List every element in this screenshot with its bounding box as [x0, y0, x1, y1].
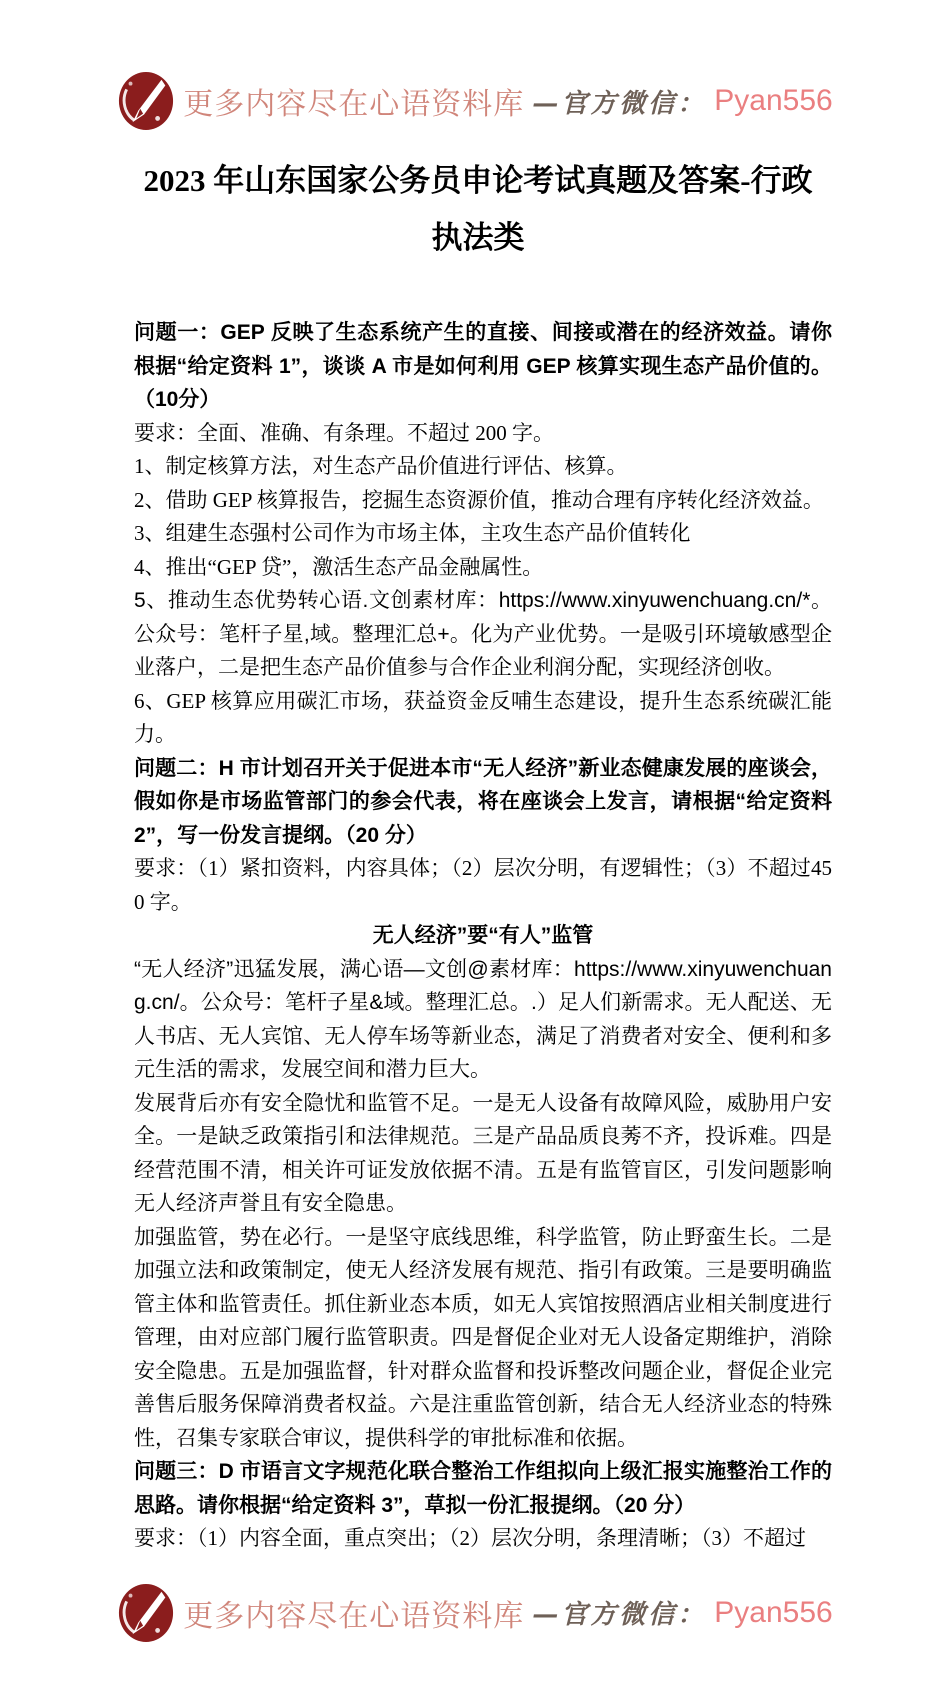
- document-body: [134, 316, 832, 1556]
- answer-point-4: 4、推出“GEP 贷”，激活生态产品金融属性。: [134, 554, 544, 579]
- header-watermark: [0, 0, 950, 136]
- answer-point-6: 6、GEP 核算应用碳汇市场，获益资金反哺生态建设，提升生态系统碳汇能力。: [134, 688, 832, 746]
- speech-paragraph-3: 加强监管，势在必行。一是坚守底线思维，科学监管，防止野蛮生长。二是加强立法和政策制定，使无人经济发展有规范、指引有政策。三是要明确监管主体和监管责任。抓住新业态本质，如无人宾馆按照酒店业相关制度进行管理，由对应部门履行监管职责。四是督促企业对无人设备定期维护，消除安全隐患。五是加强监督，针对群众监督和投诉整改问题企业，督促企业完善售后服务保障消费者权益。六是注重监管创新，结合无人经济业态的特殊性，召集专家联合审议，提供科学的审批标准和依据。: [134, 1224, 832, 1450]
- watermark-wechat-label: —官方微信：: [532, 1600, 707, 1630]
- page-title: 2023 年山东国家公务员申论考试真题及答案-行政执法类: [143, 163, 813, 255]
- watermark-wechat-label: —官方微信：: [532, 88, 707, 119]
- speech-paragraph-1: “无人经济”迅猛发展，满心语—文创@素材库：https://www.xinyuwenchuang.cn/。公众号：笔杆子星&域。整理汇总。.）足人们新需求。无人配送、无人书店、无人宾馆、无人停车场等新业态，满足了消费者对安全、便利和多元生活的需求，发展空间和潜力巨大。: [134, 957, 832, 1081]
- watermark-wechat-id: Pyan556: [714, 1595, 833, 1629]
- brand-pen-logo-icon: [117, 1582, 175, 1644]
- question-2-requirements: 要求：（1）紧扣资料，内容具体；（2）层次分明，有逻辑性；（3）不超过450 字。: [134, 856, 832, 914]
- answer-point-2: 2、借助 GEP 核算报告，挖掘生态资源价值，推动合理有序转化经济效益。: [134, 487, 824, 512]
- watermark-wechat-id: Pyan556: [714, 84, 833, 117]
- watermark-text: 更多内容尽在心语资料库: [183, 88, 525, 121]
- speech-paragraph-2: 发展背后亦有安全隐忧和监管不足。一是无人设备有故障风险，威胁用户安全。一是缺乏政策指引和法律规范。三是产品品质良莠不齐，投诉难。四是经营范围不清，相关许可证发放依据不清。五是有监管盲区，引发问题影响无人经济声誉且有安全隐患。: [134, 1090, 832, 1215]
- question-3-prompt: 问题三：D 市语言文字规范化联合整治工作组拟向上级汇报实施整治工作的思路。请你根据“给定资料 3”，草拟一份汇报提纲。（20 分）: [134, 1460, 832, 1517]
- question-3-requirements: 要求：（1）内容全面，重点突出；（2）层次分明，条理清晰；（3）不超过: [134, 1526, 806, 1550]
- answer-point-1: 1、制定核算方法，对生态产品价值进行评估、核算。: [134, 454, 628, 478]
- brand-pen-logo-icon: [117, 70, 175, 132]
- footer-watermark: [0, 1578, 950, 1708]
- question-1-prompt: 问题一：GEP 反映了生态系统产生的直接、间接或潜在的经济效益。请你根据“给定资料 1”，谈谈 A 市是如何利用 GEP 核算实现生态产品价值的。（10分）: [134, 321, 832, 411]
- speech-outline-title: 无人经济”要“有人”监管: [372, 924, 594, 947]
- answer-point-5: 5、推动生态优势转心语.文创素材库：https://www.xinyuwenchuang.cn/*。公众号：笔杆子星,域。整理汇总+。化为产业优势。一是吸引环境敏感型企业落户，二是把生态产品价值参与合作企业利润分配，实现经济创收。: [134, 589, 832, 679]
- question-2-prompt: 问题二：H 市计划召开关于促进本市“无人经济”新业态健康发展的座谈会，假如你是市场监管部门的参会代表，将在座谈会上发言，请根据“给定资料2”，写一份发言提纲。（20 分）: [134, 756, 832, 847]
- answer-point-3: 3、组建生态强村公司作为市场主体，主攻生态产品价值转化: [134, 521, 691, 545]
- watermark-text: 更多内容尽在心语资料库: [183, 1599, 525, 1633]
- question-1-requirements: 要求：全面、准确、有条理。不超过 200 字。: [134, 420, 554, 445]
